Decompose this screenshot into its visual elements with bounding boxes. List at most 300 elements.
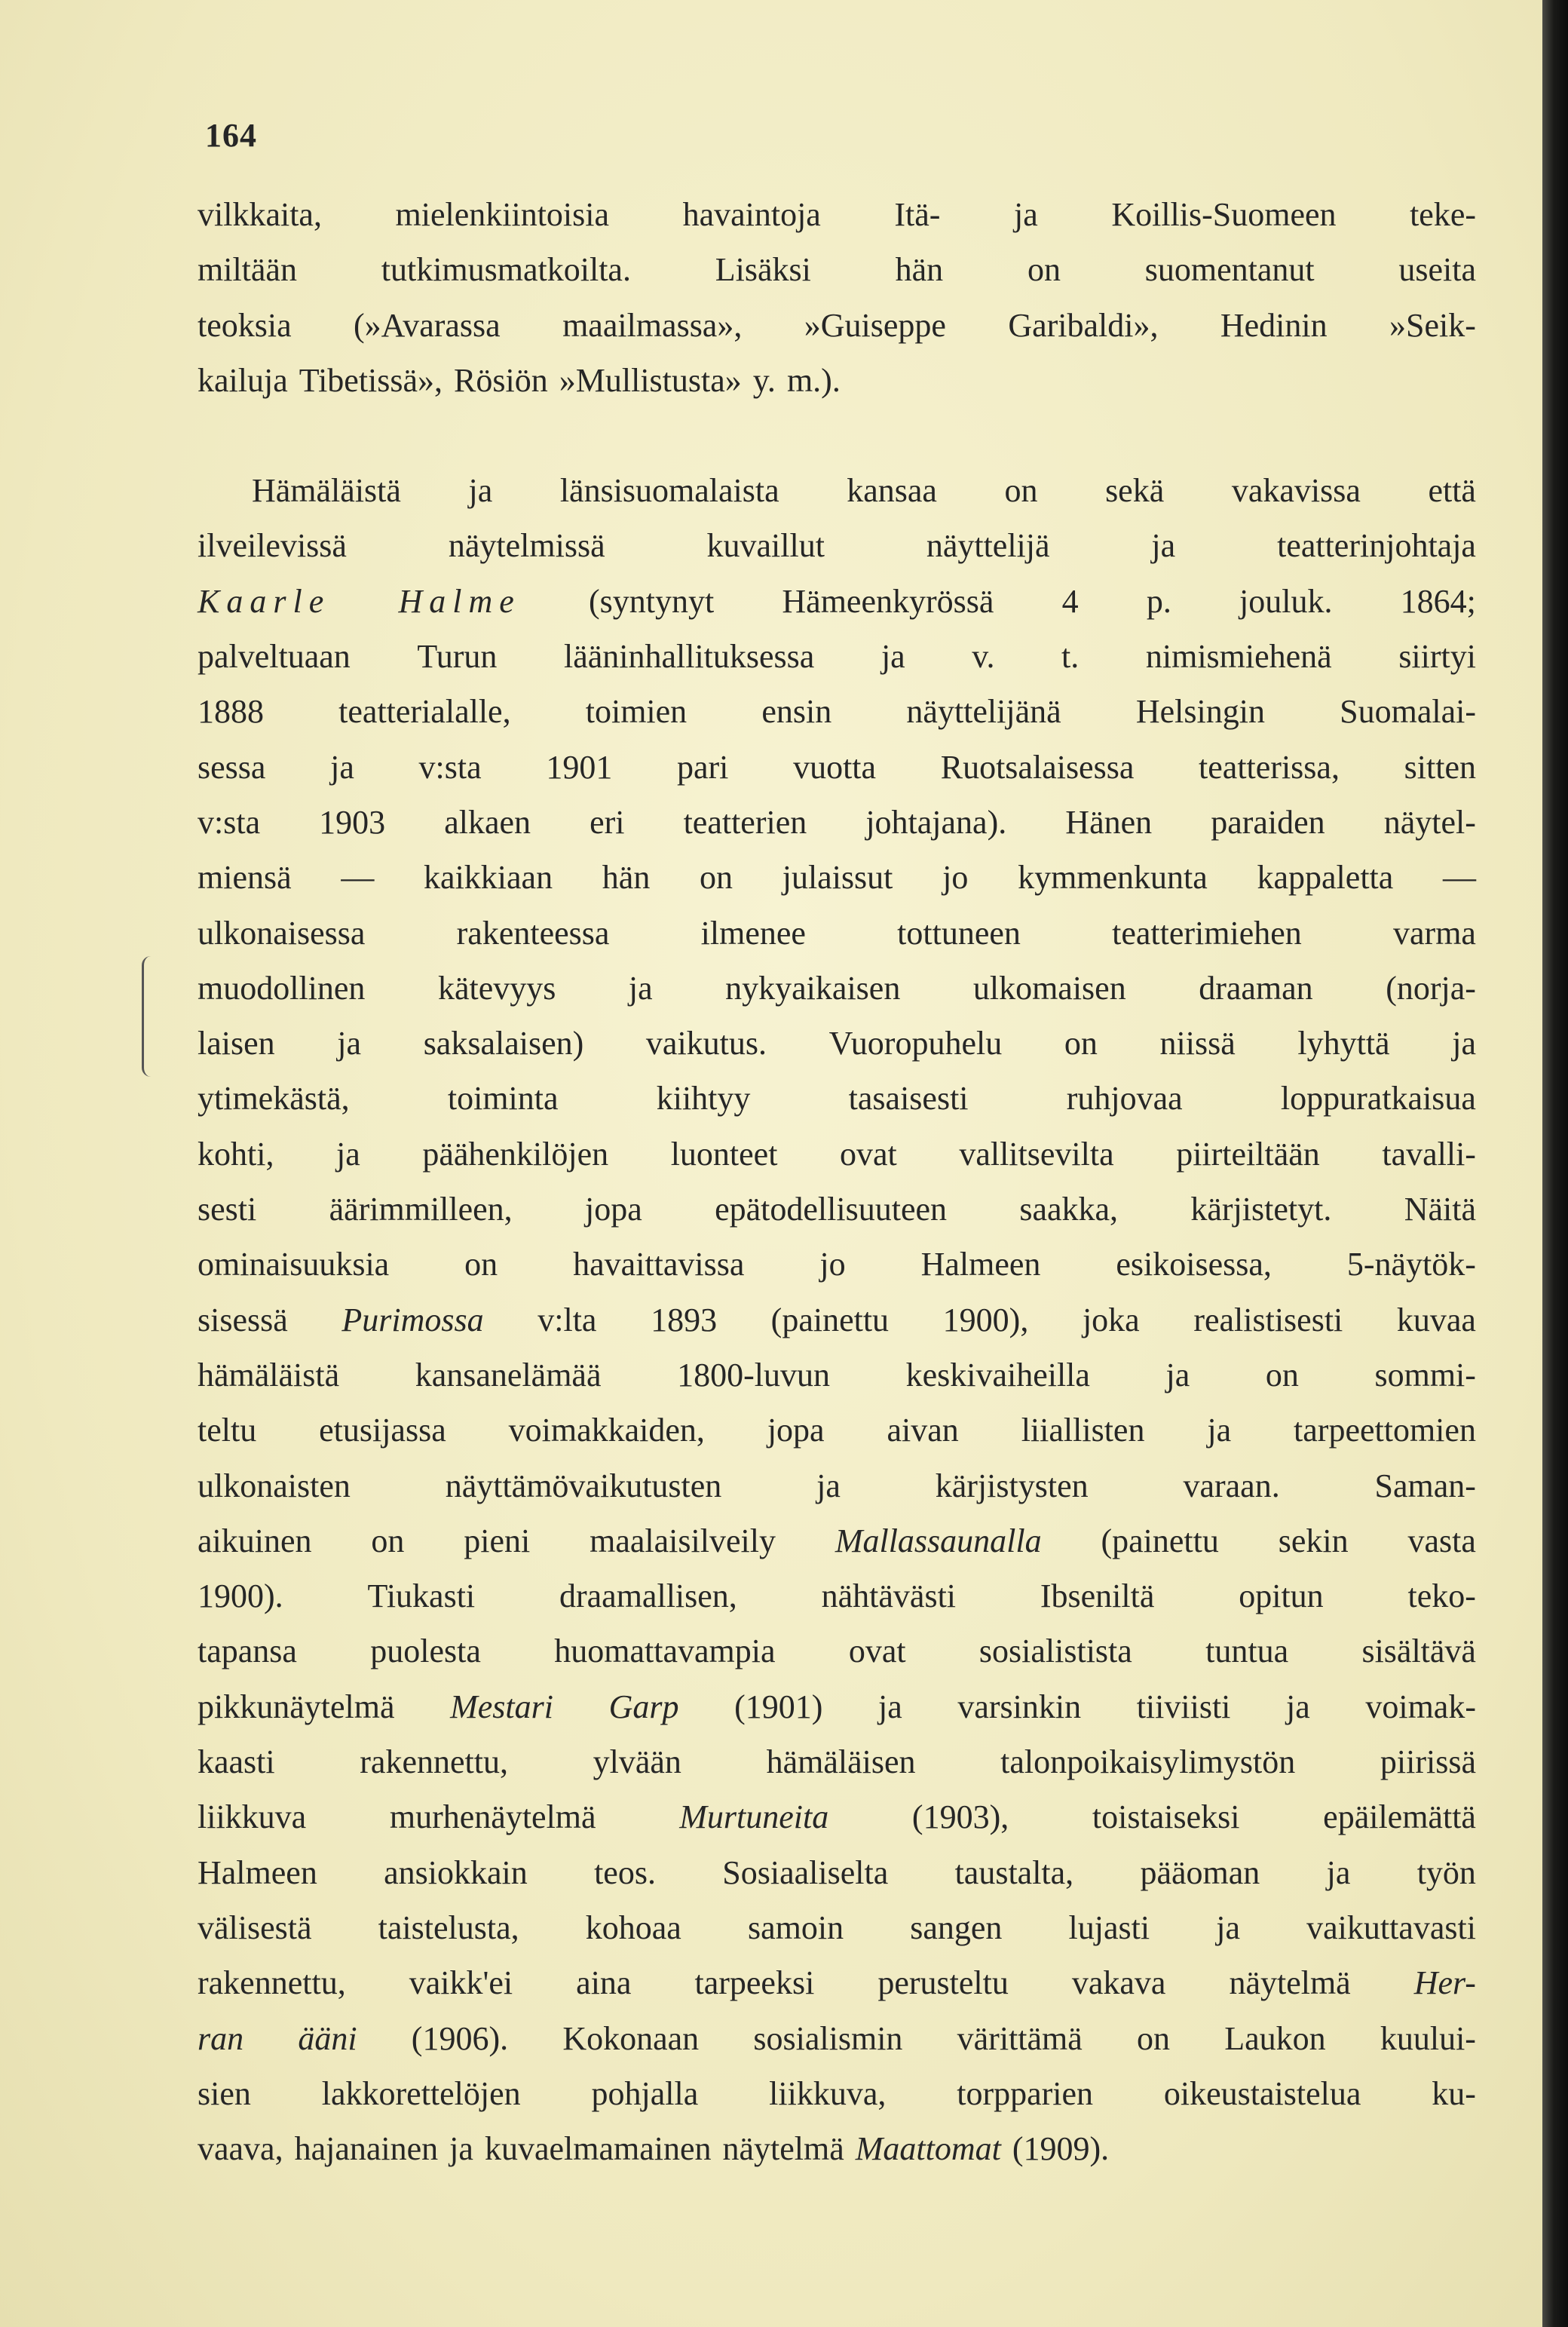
word: Lisäksi — [715, 251, 811, 289]
word: ja — [337, 1025, 362, 1062]
word: ja — [336, 1135, 360, 1173]
word: jopa — [585, 1191, 642, 1228]
word: ran — [198, 2019, 244, 2057]
word: t. — [1061, 638, 1080, 676]
word: ulkonaisessa — [198, 914, 366, 952]
word: vaikk'ei — [409, 1964, 513, 2002]
word: on — [464, 1246, 498, 1283]
word: v:sta — [418, 748, 482, 786]
body-text — [198, 187, 1476, 2176]
text-line — [198, 298, 1476, 353]
word: sisältävä — [1361, 1633, 1476, 1670]
word: ovat — [840, 1135, 897, 1173]
word: Hänen — [1065, 803, 1153, 841]
word: pieni — [464, 1522, 531, 1559]
word: v. — [972, 638, 995, 676]
word: välisestä — [198, 1909, 312, 1946]
word: kaikkiaan — [424, 859, 553, 897]
word: aikuinen — [198, 1522, 312, 1559]
word: oikeustaistelua — [1163, 2074, 1361, 2112]
word: palveltuaan — [198, 638, 351, 676]
word: p. — [1146, 582, 1171, 620]
word: ääni — [298, 2019, 357, 2057]
word: ilmenee — [700, 914, 806, 952]
word: kohti, — [198, 1135, 274, 1173]
word: niissä — [1159, 1025, 1236, 1062]
word: keskivaiheilla — [905, 1356, 1090, 1393]
word: vaikutus. — [645, 1025, 767, 1062]
word: teatterialalle, — [338, 693, 511, 731]
word: työn — [1416, 1853, 1476, 1891]
word: ulkomaisen — [972, 969, 1126, 1007]
word: Näitä — [1404, 1191, 1476, 1228]
word: teatterissa, — [1199, 748, 1340, 786]
word: siirtyi — [1398, 638, 1476, 676]
word: on — [1027, 251, 1061, 289]
word: lujasti — [1068, 1909, 1150, 1946]
word: joka — [1082, 1301, 1140, 1338]
word: Garibaldi», — [1008, 306, 1159, 344]
word: epätodellisuuteen — [715, 1191, 948, 1228]
word: tarpeeksi — [694, 1964, 815, 2002]
text-line — [198, 795, 1476, 850]
word: Mestari — [450, 1688, 553, 1725]
word: ja — [1326, 1853, 1351, 1891]
word: liikkuva — [198, 1798, 307, 1836]
word: Ibseniltä — [1040, 1577, 1155, 1615]
word: piirteiltään — [1176, 1135, 1320, 1173]
word: teatterien — [683, 803, 807, 841]
text-line — [198, 684, 1476, 739]
word: aina — [576, 1964, 632, 2002]
word: ja — [449, 2130, 473, 2168]
word: hajanainen — [294, 2130, 439, 2168]
word: muodollinen — [198, 969, 366, 1007]
word: »Mullistusta» — [559, 361, 742, 399]
word: Turun — [417, 638, 498, 676]
text-line — [198, 629, 1476, 684]
word: teke- — [1410, 196, 1476, 233]
word: vuotta — [793, 748, 877, 786]
paragraph — [198, 187, 1476, 408]
word: kuvaelmamainen — [484, 2130, 712, 2168]
word: 4 — [1061, 582, 1079, 620]
word: (1909). — [1012, 2130, 1110, 2168]
word: ansiokkain — [384, 1853, 528, 1891]
word: taistelusta, — [378, 1909, 519, 1946]
word: pohjalla — [591, 2074, 699, 2112]
word: jopa — [767, 1412, 825, 1449]
word: ytimekästä, — [198, 1080, 350, 1118]
word: loppuratkaisua — [1280, 1080, 1476, 1118]
word: Halmeen — [920, 1246, 1041, 1283]
word: lyhyttä — [1297, 1025, 1390, 1062]
word: on — [1064, 1025, 1098, 1062]
word: lääninhallituksessa — [563, 638, 815, 676]
word: opitun — [1239, 1577, 1324, 1615]
word: ja — [816, 1467, 841, 1504]
word: sessa — [198, 748, 266, 786]
word: päähenkilöjen — [422, 1135, 609, 1173]
word: rakennettu, — [360, 1743, 508, 1781]
text-line — [198, 1347, 1476, 1403]
word: etusijassa — [319, 1412, 446, 1449]
word: sekä — [1105, 472, 1165, 510]
word: — — [1443, 859, 1476, 897]
text-line — [198, 518, 1476, 573]
word: useita — [1398, 251, 1476, 289]
word: (»Avarassa — [354, 306, 501, 344]
text-line — [198, 1513, 1476, 1568]
word: teatterimiehen — [1112, 914, 1302, 952]
word: 1901 — [546, 748, 613, 786]
word: kailuja — [198, 361, 288, 399]
word: piirissä — [1380, 1743, 1476, 1781]
text-line — [198, 740, 1476, 795]
word: on — [1004, 472, 1038, 510]
text-line — [198, 463, 1476, 518]
word: alkaen — [444, 803, 531, 841]
word: havaintoja — [682, 196, 821, 233]
text-line — [198, 1568, 1476, 1623]
word: perusteltu — [877, 1964, 1009, 2002]
word: Kaarle — [198, 582, 331, 620]
word: ja — [877, 1688, 902, 1725]
word: näytelmissä — [448, 527, 605, 565]
word: puolesta — [370, 1633, 481, 1670]
word: Maattomat — [855, 2130, 1001, 2168]
word: kappaletta — [1257, 859, 1394, 897]
text-line — [198, 1127, 1476, 1182]
word: miltään — [198, 251, 297, 289]
word: jouluk. — [1239, 582, 1333, 620]
word: kärjistysten — [935, 1467, 1089, 1504]
word: vasta — [1407, 1522, 1476, 1559]
word: (syntynyt — [588, 582, 715, 620]
word: Her- — [1413, 1964, 1476, 2002]
word: tapansa — [198, 1633, 297, 1670]
word: ja — [1216, 1909, 1241, 1946]
word: toiminta — [447, 1080, 559, 1118]
word: »Guiseppe — [804, 306, 946, 344]
word: Tiukasti — [367, 1577, 476, 1615]
word: tarpeettomien — [1294, 1412, 1476, 1449]
word: näytelmä — [722, 2130, 844, 2168]
word: nähtävästi — [821, 1577, 957, 1615]
text-line — [198, 1789, 1476, 1844]
word: kymmenkunta — [1018, 859, 1208, 897]
word: lakkorettelöjen — [321, 2074, 521, 2112]
word: kohoaa — [585, 1909, 681, 1946]
word: ylvään — [593, 1743, 681, 1781]
word: miensä — [198, 859, 292, 897]
word: sesti — [198, 1191, 257, 1228]
margin-pencil-mark — [142, 956, 161, 1077]
text-line — [198, 2011, 1476, 2066]
word: 1900), — [942, 1301, 1029, 1338]
word: Mallassaunalla — [835, 1522, 1042, 1559]
word: paraiden — [1211, 803, 1325, 841]
word: näytelmä — [1229, 1964, 1351, 2002]
word: (painettu — [1101, 1522, 1219, 1559]
word: nykyaikaisen — [725, 969, 901, 1007]
word: ja — [1165, 1356, 1190, 1393]
word: hämäläisen — [766, 1743, 916, 1781]
text-line — [198, 574, 1476, 629]
word: Rösiön — [454, 361, 548, 399]
word: teko- — [1407, 1577, 1476, 1615]
word: 1864; — [1400, 582, 1476, 620]
text-line — [198, 1016, 1476, 1071]
word: ruhjovaa — [1066, 1080, 1183, 1118]
word: Hedinin — [1220, 306, 1328, 344]
word: v:lta — [537, 1301, 597, 1338]
word: sangen — [910, 1909, 1003, 1946]
word: 1888 — [198, 693, 264, 731]
word: ja — [1286, 1688, 1310, 1725]
word: m.). — [786, 361, 841, 399]
word: Kokonaan — [562, 2019, 700, 2057]
word: Vuoropuhelu — [828, 1025, 1003, 1062]
word: teoksia — [198, 306, 292, 344]
word: ja — [1452, 1025, 1476, 1062]
word: Saman- — [1374, 1467, 1476, 1504]
word: johtajana). — [865, 803, 1007, 841]
text-line — [198, 1845, 1476, 1900]
word: maalaisilveily — [590, 1522, 776, 1559]
word: realistisesti — [1193, 1301, 1343, 1338]
text-line — [198, 850, 1476, 905]
word: kiihtyy — [656, 1080, 751, 1118]
word: äärimmilleen, — [329, 1191, 513, 1228]
text-line — [198, 353, 1476, 408]
word: eri — [590, 803, 625, 841]
word: värittämä — [957, 2019, 1083, 2057]
word: vallitsevilta — [959, 1135, 1114, 1173]
text-line — [198, 187, 1476, 242]
word: pääoman — [1140, 1853, 1260, 1891]
text-line — [198, 1458, 1476, 1513]
word: 5-näytök- — [1346, 1246, 1476, 1283]
word: Hämäläistä — [252, 472, 401, 510]
word: draaman — [1199, 969, 1313, 1007]
word: mielenkiintoisia — [395, 196, 610, 233]
word: taustalta, — [954, 1853, 1074, 1891]
word: hämäläistä — [198, 1356, 340, 1393]
word: havaittavissa — [573, 1246, 745, 1283]
word: Helsingin — [1135, 693, 1265, 731]
page-edge-shadow — [1542, 0, 1568, 2327]
word: nimismiehenä — [1145, 638, 1332, 676]
word: rakennettu, — [198, 1964, 346, 2002]
word: ja — [880, 638, 905, 676]
word: ja — [1014, 196, 1038, 233]
word: että — [1428, 472, 1476, 510]
word: Laukon — [1224, 2019, 1326, 2057]
word: (1901) — [734, 1688, 823, 1725]
text-line — [198, 1403, 1476, 1458]
word: voimak- — [1365, 1688, 1476, 1725]
word: tasaisesti — [848, 1080, 969, 1118]
word: Ruotsalaisessa — [940, 748, 1135, 786]
word: voimakkaiden, — [508, 1412, 705, 1449]
word: torpparien — [957, 2074, 1094, 2112]
word: sommi- — [1374, 1356, 1476, 1393]
word: — — [341, 859, 375, 897]
word: näyttelijä — [926, 527, 1050, 565]
word: jo — [819, 1246, 846, 1283]
word: luonteet — [670, 1135, 778, 1173]
text-line — [198, 1679, 1476, 1734]
word: länsisuomalaista — [559, 472, 779, 510]
word: ulkonaisten — [198, 1467, 351, 1504]
word: ensin — [761, 693, 832, 731]
word: kuului- — [1380, 2019, 1476, 2057]
word: pari — [677, 748, 729, 786]
word: varaan. — [1183, 1467, 1280, 1504]
word: Itä- — [894, 196, 941, 233]
word: kansaa — [847, 472, 937, 510]
word: tuntua — [1205, 1633, 1289, 1670]
word: suomentanut — [1144, 251, 1315, 289]
word: sosialistista — [978, 1633, 1132, 1670]
paragraph — [198, 463, 1476, 2176]
word: ilveilevissä — [198, 527, 347, 565]
word: teatterinjohtaja — [1277, 527, 1476, 565]
word: (norja- — [1386, 969, 1476, 1007]
text-line — [198, 1071, 1476, 1126]
word: esikoisessa, — [1116, 1246, 1272, 1283]
word: murhenäytelmä — [389, 1798, 596, 1836]
word: (1903), — [911, 1798, 1009, 1836]
word: talonpoikaisylimystön — [1000, 1743, 1296, 1781]
word: jo — [942, 859, 969, 897]
word: Garp — [608, 1688, 679, 1725]
word: vaikuttavasti — [1306, 1909, 1476, 1946]
word: Halme — [398, 582, 521, 620]
word: 1893 — [651, 1301, 718, 1338]
word: Suomalai- — [1340, 693, 1476, 731]
word: varma — [1393, 914, 1476, 952]
word: tottuneen — [897, 914, 1021, 952]
word: kansanelämää — [415, 1356, 602, 1393]
word: »Seik- — [1389, 306, 1476, 344]
word: Purimossa — [341, 1301, 484, 1338]
word: ominaisuuksia — [198, 1246, 390, 1283]
word: Halmeen — [198, 1853, 317, 1891]
word: näyttämövaikutusten — [445, 1467, 722, 1504]
word: Hämeenkyrössä — [782, 582, 994, 620]
word: saksalaisen) — [423, 1025, 584, 1062]
word: ku- — [1432, 2074, 1476, 2112]
word: huomattavampia — [554, 1633, 776, 1670]
word: aivan — [887, 1412, 959, 1449]
word: y. — [752, 361, 776, 399]
word: ja — [330, 748, 354, 786]
word: Sosiaaliselta — [722, 1853, 889, 1891]
text-line — [198, 1292, 1476, 1347]
word: 1900). — [198, 1577, 283, 1615]
word: toimien — [585, 693, 688, 731]
word: laisen — [198, 1025, 275, 1062]
word: ja — [1151, 527, 1176, 565]
word: teltu — [198, 1412, 257, 1449]
page-number: 164 — [205, 117, 257, 154]
word: kuvaa — [1396, 1301, 1476, 1338]
word: toistaiseksi — [1092, 1798, 1240, 1836]
word: kätevyys — [437, 969, 556, 1007]
word: epäilemättä — [1323, 1798, 1476, 1836]
word: tiiviisti — [1136, 1688, 1231, 1725]
word: ovat — [848, 1633, 906, 1670]
text-line — [198, 1182, 1476, 1237]
word: kuvaillut — [706, 527, 825, 565]
word: on — [371, 1522, 405, 1559]
word: julaissut — [782, 859, 893, 897]
text-line — [198, 1623, 1476, 1679]
word: sekin — [1278, 1522, 1349, 1559]
word: on — [700, 859, 733, 897]
word: ja — [1207, 1412, 1232, 1449]
word: pikkunäytelmä — [198, 1688, 395, 1725]
word: varsinkin — [957, 1688, 1082, 1725]
word: (painettu — [770, 1301, 890, 1338]
word: Murtuneita — [679, 1798, 829, 1836]
word: kärjistetyt. — [1190, 1191, 1332, 1228]
word: ja — [468, 472, 493, 510]
word: on — [1265, 1356, 1299, 1393]
text-line — [198, 2066, 1476, 2121]
word: näytel- — [1383, 803, 1476, 841]
word: näyttelijänä — [906, 693, 1061, 731]
text-line — [198, 2121, 1476, 2176]
word: liikkuva, — [769, 2074, 887, 2112]
word: samoin — [747, 1909, 844, 1946]
word: saakka, — [1019, 1191, 1119, 1228]
word: v:sta — [198, 803, 261, 841]
word: tavalli- — [1382, 1135, 1476, 1173]
word: hän — [602, 859, 651, 897]
word: vilkkaita, — [198, 196, 322, 233]
word: sisessä — [198, 1301, 288, 1338]
word: vaava, — [198, 2130, 283, 2168]
word: (1906). — [411, 2019, 509, 2057]
word: maailmassa», — [562, 306, 743, 344]
text-line — [198, 961, 1476, 1016]
word: kaasti — [198, 1743, 275, 1781]
word: sitten — [1404, 748, 1476, 786]
word: rakenteessa — [456, 914, 610, 952]
word: Tibetissä», — [299, 361, 443, 399]
word: on — [1137, 2019, 1170, 2057]
text-line — [198, 1237, 1476, 1292]
word: liiallisten — [1021, 1412, 1145, 1449]
text-line — [198, 1900, 1476, 1955]
word: sosialismin — [753, 2019, 903, 2057]
text-line — [198, 1955, 1476, 2010]
word: draamallisen, — [559, 1577, 737, 1615]
word: tutkimusmatkoilta. — [381, 251, 631, 289]
word: teos. — [594, 1853, 656, 1891]
word: vakava — [1071, 1964, 1166, 2002]
word: sien — [198, 2074, 251, 2112]
word: Koillis-Suomeen — [1111, 196, 1337, 233]
word: vakavissa — [1231, 472, 1361, 510]
word: hän — [895, 251, 944, 289]
word: 1800-luvun — [677, 1356, 830, 1393]
word: ja — [628, 969, 653, 1007]
text-line — [198, 1734, 1476, 1789]
